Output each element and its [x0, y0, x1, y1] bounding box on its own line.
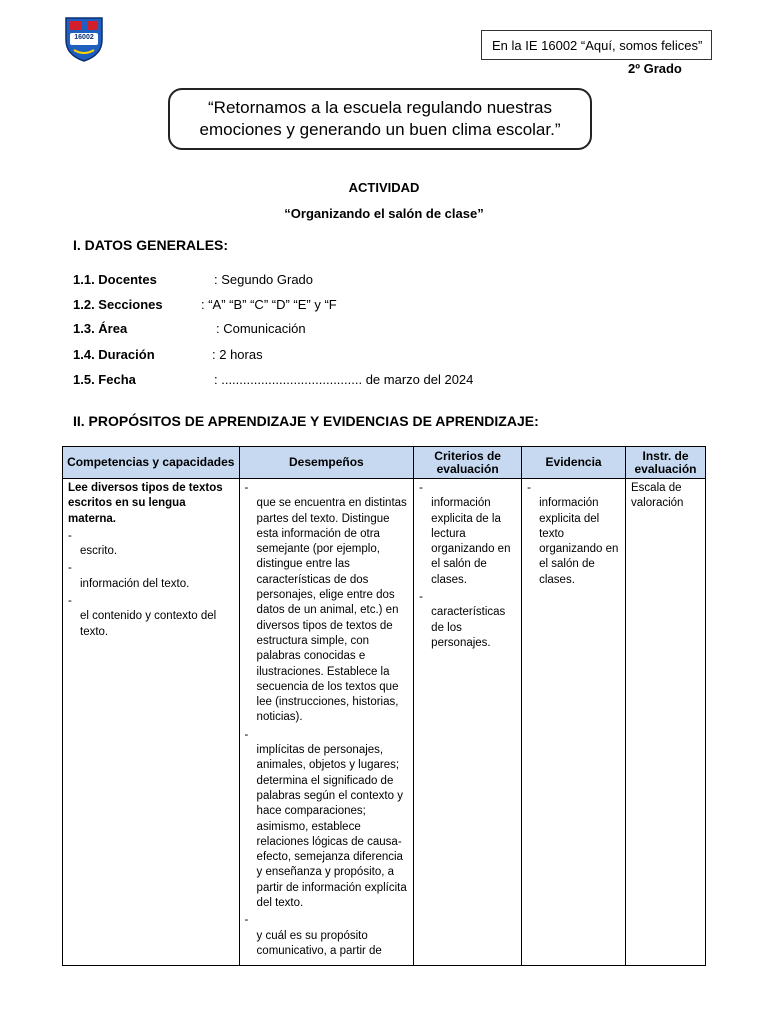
capacidad-text: información del texto. [80, 577, 190, 590]
column-header: Evidencia [522, 447, 626, 479]
table-row [63, 479, 706, 966]
section-propositos-heading: II. PROPÓSITOS DE APRENDIZAJE Y EVIDENCIAS DE APRENDIZAJE: [73, 413, 539, 429]
list-item [68, 594, 234, 640]
column-header: Instr. de evaluación [626, 447, 706, 479]
datos-label: 1.5. Fecha [73, 372, 136, 387]
dash-marker: - [68, 529, 72, 542]
criterio-text: características de los personajes. [431, 606, 506, 649]
evidencia-text: información explicita del texto organizando en el salón de clases. [539, 497, 619, 586]
dash-marker: - [244, 728, 249, 741]
dash-marker: - [68, 595, 72, 608]
datos-value: : “A” “B” “C” “D” “E” y “F [201, 297, 337, 312]
school-motto: En la IE 16002 “Aquí, somos felices” [492, 37, 703, 53]
dash-marker: - [419, 591, 424, 604]
desempeno-text: que se encuentra en distintas partes del texto. Distingue esta información de otra semejante (por ejemplo, distingue entre las características de dos personajes, elige entre dos datos de un animal, etc.) en diversos tipos de textos de estructura simple, con palabras conocidas e ilustraciones. Establece la secuencia de los textos que lee (instrucciones, historias, noticias). [256, 497, 407, 724]
activity-title: ACTIVIDAD [348, 180, 420, 195]
column-header: Competencias y capacidades [63, 447, 240, 479]
instrumento-cell [626, 479, 706, 966]
section-datos-heading: I. DATOS GENERALES: [73, 237, 229, 253]
list-item [245, 481, 409, 726]
desempenos-cell [239, 479, 414, 966]
dash-marker: - [244, 914, 249, 927]
column-header: Desempeños [239, 447, 414, 479]
list-item [527, 481, 620, 588]
dash-marker: - [244, 482, 249, 494]
list-item [245, 913, 409, 959]
datos-label: 1.2. Secciones [73, 297, 163, 312]
list-item [68, 529, 234, 560]
desempeno-text: implícitas de personajes, animales, objetos y lugares; determina el significado de palabras según el contexto y hace comparaciones; asimismo, establece relaciones lógicas de causa-efecto, semejanza diferencia y enseñanza y propósito, a partir de información explícita del texto. [256, 744, 407, 910]
dash-marker: - [68, 562, 72, 575]
table-header-row [63, 447, 706, 479]
criterios-cell [414, 479, 522, 966]
dash-marker: - [419, 482, 424, 494]
school-logo [60, 14, 108, 62]
competencias-cell [63, 479, 240, 966]
propositos-table [62, 446, 706, 966]
capacidad-text: el contenido y contexto del texto. [80, 610, 217, 638]
dash-marker: - [527, 482, 531, 494]
competencia-title: Lee diversos tipos de textos escritos en su lengua materna. [68, 482, 223, 525]
instrumento-text: Escala de valoración [631, 482, 684, 510]
datos-value: : 2 horas [212, 347, 263, 362]
evidencia-cell [522, 479, 626, 966]
slogan-box: “Retornamos a la escuela regulando nuestras emociones y generando un buen clima escolar.” [168, 88, 592, 150]
column-header: Criterios de evaluación [414, 447, 522, 479]
datos-value: : ....................................... de marzo del 2024 [214, 372, 474, 387]
datos-label: 1.4. Duración [73, 347, 155, 362]
criterio-text: información explicita de la lectura organizando en el salón de clases. [431, 497, 511, 586]
datos-value: : Segundo Grado [214, 272, 314, 287]
list-item [245, 728, 409, 912]
activity-subtitle: “Organizando el salón de clase” [284, 206, 484, 221]
school-motto-box [481, 30, 712, 60]
capacidad-text: escrito. [80, 545, 118, 558]
logo-number: 16002 [74, 34, 94, 41]
list-item [419, 590, 516, 651]
list-item [68, 561, 234, 592]
datos-value: : Comunicación [216, 321, 306, 336]
desempeno-text: y cuál es su propósito comunicativo, a partir de [256, 929, 382, 957]
datos-label: 1.1. Docentes [73, 272, 157, 287]
list-item [419, 481, 516, 588]
datos-label: 1.3. Área [73, 321, 128, 336]
grade-label: 2º Grado [628, 61, 682, 76]
